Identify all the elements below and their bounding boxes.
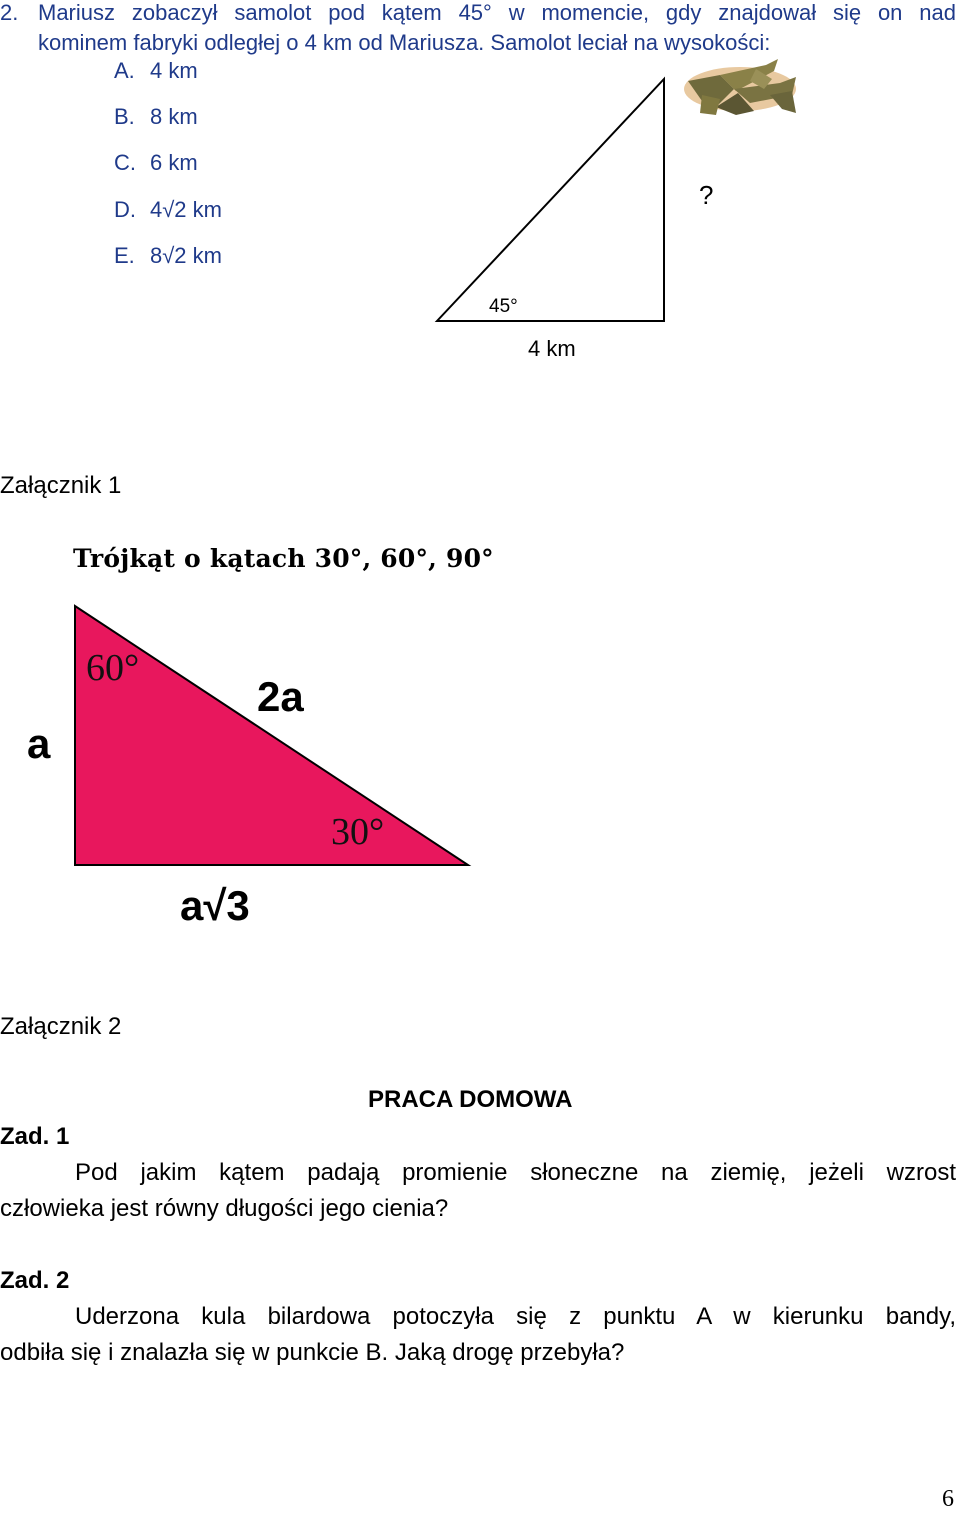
option-e: E. 8√2 km [114,243,222,268]
question-text [0,0,956,58]
attachment-1-label: Załącznik 1 [0,472,122,499]
sqrt3-symbol: √3 [203,882,250,929]
triangle-title: Trójkąt o kątach 30°, 60°, 90° [73,544,494,573]
height-triangle [437,79,664,321]
height-triangle-diagram [420,55,820,335]
base-4km-label: 4 km [528,336,576,361]
angle-60-label: 60° [86,647,140,689]
task-2-label: Zad. 2 [0,1267,70,1294]
question-number: 2. [0,0,19,25]
side-a-label: a [27,720,51,767]
task-2-text: Uderzona kula bilardowa potoczyła się z punktu A w kierunku bandy, odbiła się i znalazła się w punkcie B. Jaką drogę przebyła? [0,1303,956,1366]
pink-triangle [75,606,468,865]
hypotenuse-2a-label: 2a [257,673,304,720]
homework-title: PRACA DOMOWA [368,1086,573,1113]
option-c: C. 6 km [114,150,198,175]
airplane-icon [684,59,796,115]
option-b: B. 8 km [114,104,198,129]
question-line-2: kominem fabryki odległej o 4 km od Mariusza. Samolot leciał na wysokości: [38,30,771,55]
option-a: A. 4 km [114,58,198,83]
task-1-text: Pod jakim kątem padają promienie słoneczne na ziemię, jeżeli wzrost człowieka jest równy długości jego cienia? [0,1159,956,1222]
angle-30-label: 30° [331,811,385,853]
unknown-height-label: ? [699,180,714,210]
option-d: D. 4√2 km [114,197,222,222]
page-number: 6 [942,1486,954,1512]
triangle-30-60-90-diagram [60,600,480,880]
angle-45-label: 45° [489,296,518,317]
question-line-1: 2. Mariusz zobaczył samolot pod kątem 45° w momencie, gdy znajdował się on nad [38,0,956,28]
base-a-sqrt3-label: a√3 [180,882,250,929]
task-1-label: Zad. 1 [0,1123,70,1150]
attachment-2-label: Załącznik 2 [0,1013,122,1040]
